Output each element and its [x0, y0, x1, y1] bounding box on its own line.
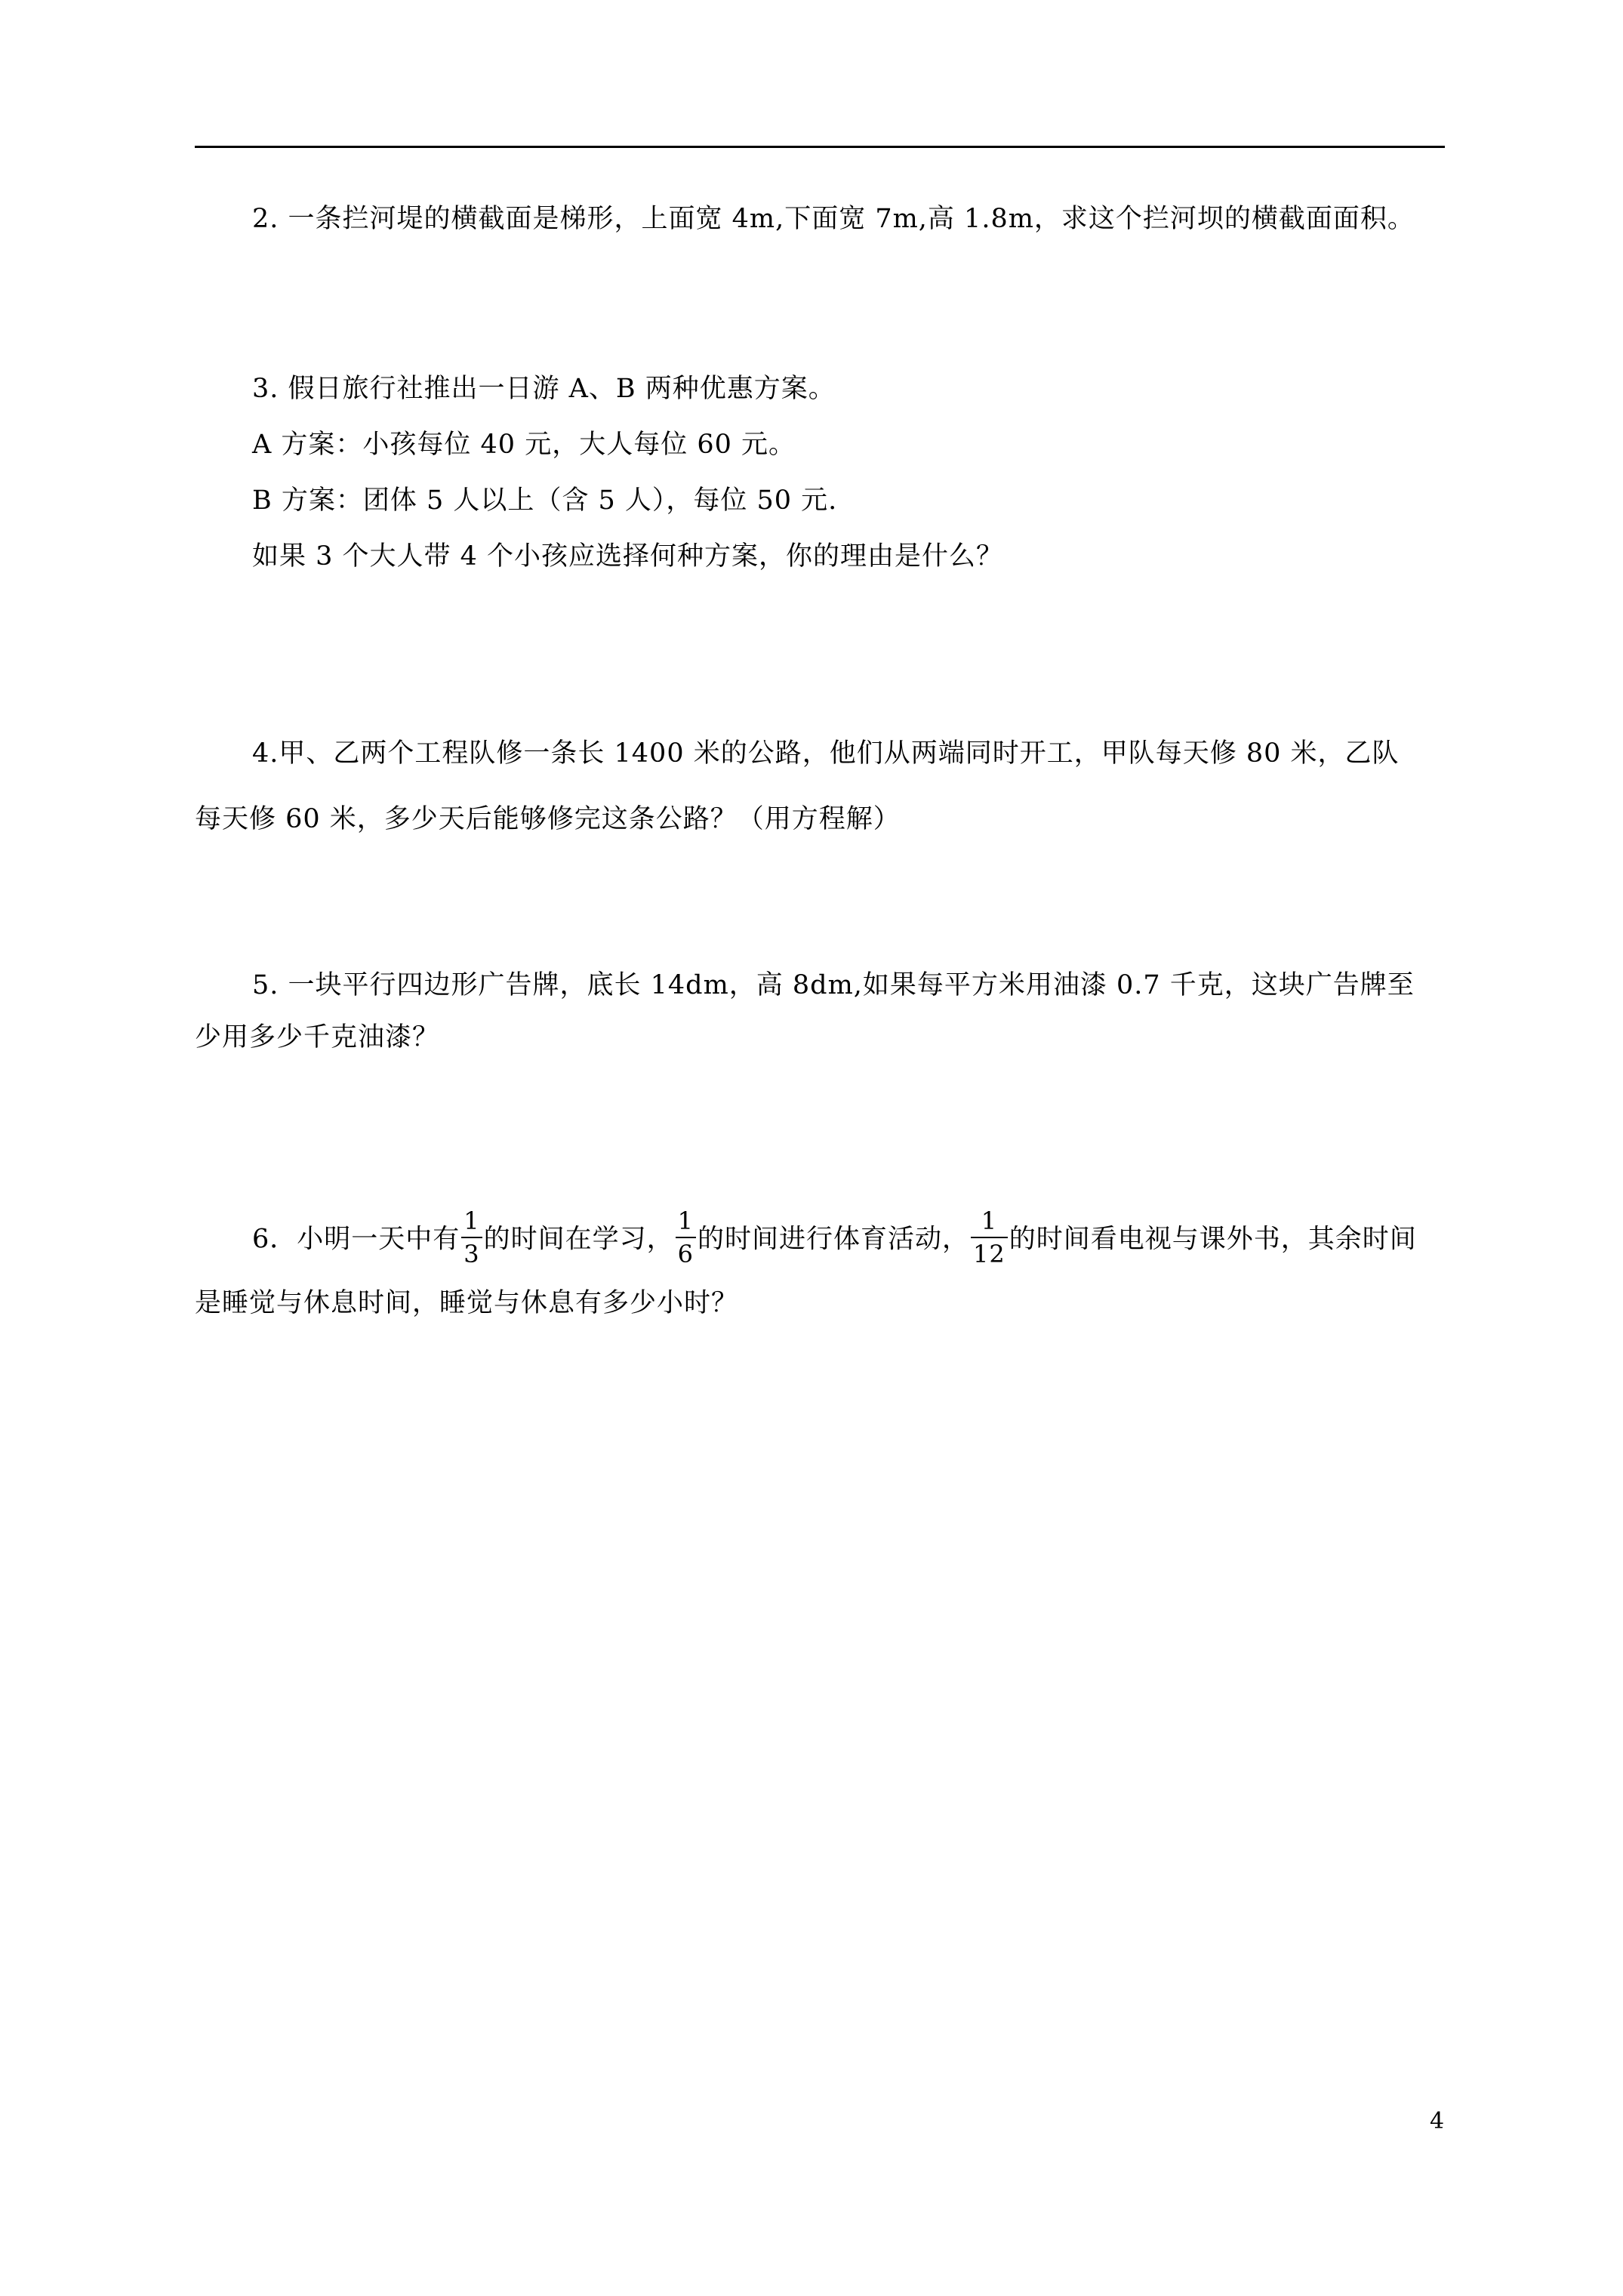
question-5-line-1: 5. 一块平行四边形广告牌，底长 14dm，高 8dm,如果每平方米用油漆 0.7 千克，这块广告牌至 [252, 970, 1415, 1000]
question-6-text-1: 6．小明一天中有 [252, 1224, 460, 1255]
question-2-line-1: 2. 一条拦河堤的横截面是梯形，上面宽 4m,下面宽 7m,高 1.8m，求这个拦河坝的横截面面积。 [252, 204, 1415, 234]
question-3-line-1: 3. 假日旅行社推出一日游 A、B 两种优惠方案。 [252, 374, 836, 404]
fraction-denominator: 6 [677, 1240, 694, 1268]
fraction-numerator: 1 [971, 1207, 1008, 1238]
question-3-line-4: 如果 3 个大人带 4 个小孩应选择何种方案，你的理由是什么？ [252, 541, 1004, 572]
fraction-one-third [461, 1207, 482, 1268]
fraction-numerator: 1 [461, 1207, 482, 1238]
page-number: 4 [1430, 2108, 1445, 2134]
fraction-denominator: 3 [463, 1240, 480, 1268]
fraction-one-sixth [676, 1207, 696, 1268]
fraction-denominator: 12 [973, 1240, 1006, 1268]
question-5-line-2: 少用多少千克油漆？ [195, 1022, 440, 1052]
question-6-line-2: 是睡觉与休息时间，睡觉与休息有多少小时？ [195, 1288, 739, 1318]
question-4-line-2: 每天修 60 米，多少天后能够修完这条公路？（用方程解） [195, 804, 901, 834]
question-6-text-3: 的时间进行体育活动， [698, 1224, 970, 1255]
fraction-one-twelfth [971, 1207, 1008, 1268]
question-6-line-1 [252, 1207, 1417, 1271]
question-3-plan-b: B 方案：团体 5 人以上（含 5 人），每位 50 元. [252, 485, 838, 516]
fraction-numerator: 1 [676, 1207, 696, 1238]
header-rule [195, 146, 1445, 148]
question-4-line-1: 4.甲、乙两个工程队修一条长 1400 米的公路，他们从两端同时开工，甲队每天修 80 米，乙队 [252, 738, 1400, 769]
question-6-text-2: 的时间在学习， [483, 1224, 674, 1255]
question-6-text-4: 的时间看电视与课外书，其余时间 [1009, 1224, 1417, 1255]
question-3-plan-a: A 方案：小孩每位 40 元，大人每位 60 元。 [252, 430, 796, 460]
